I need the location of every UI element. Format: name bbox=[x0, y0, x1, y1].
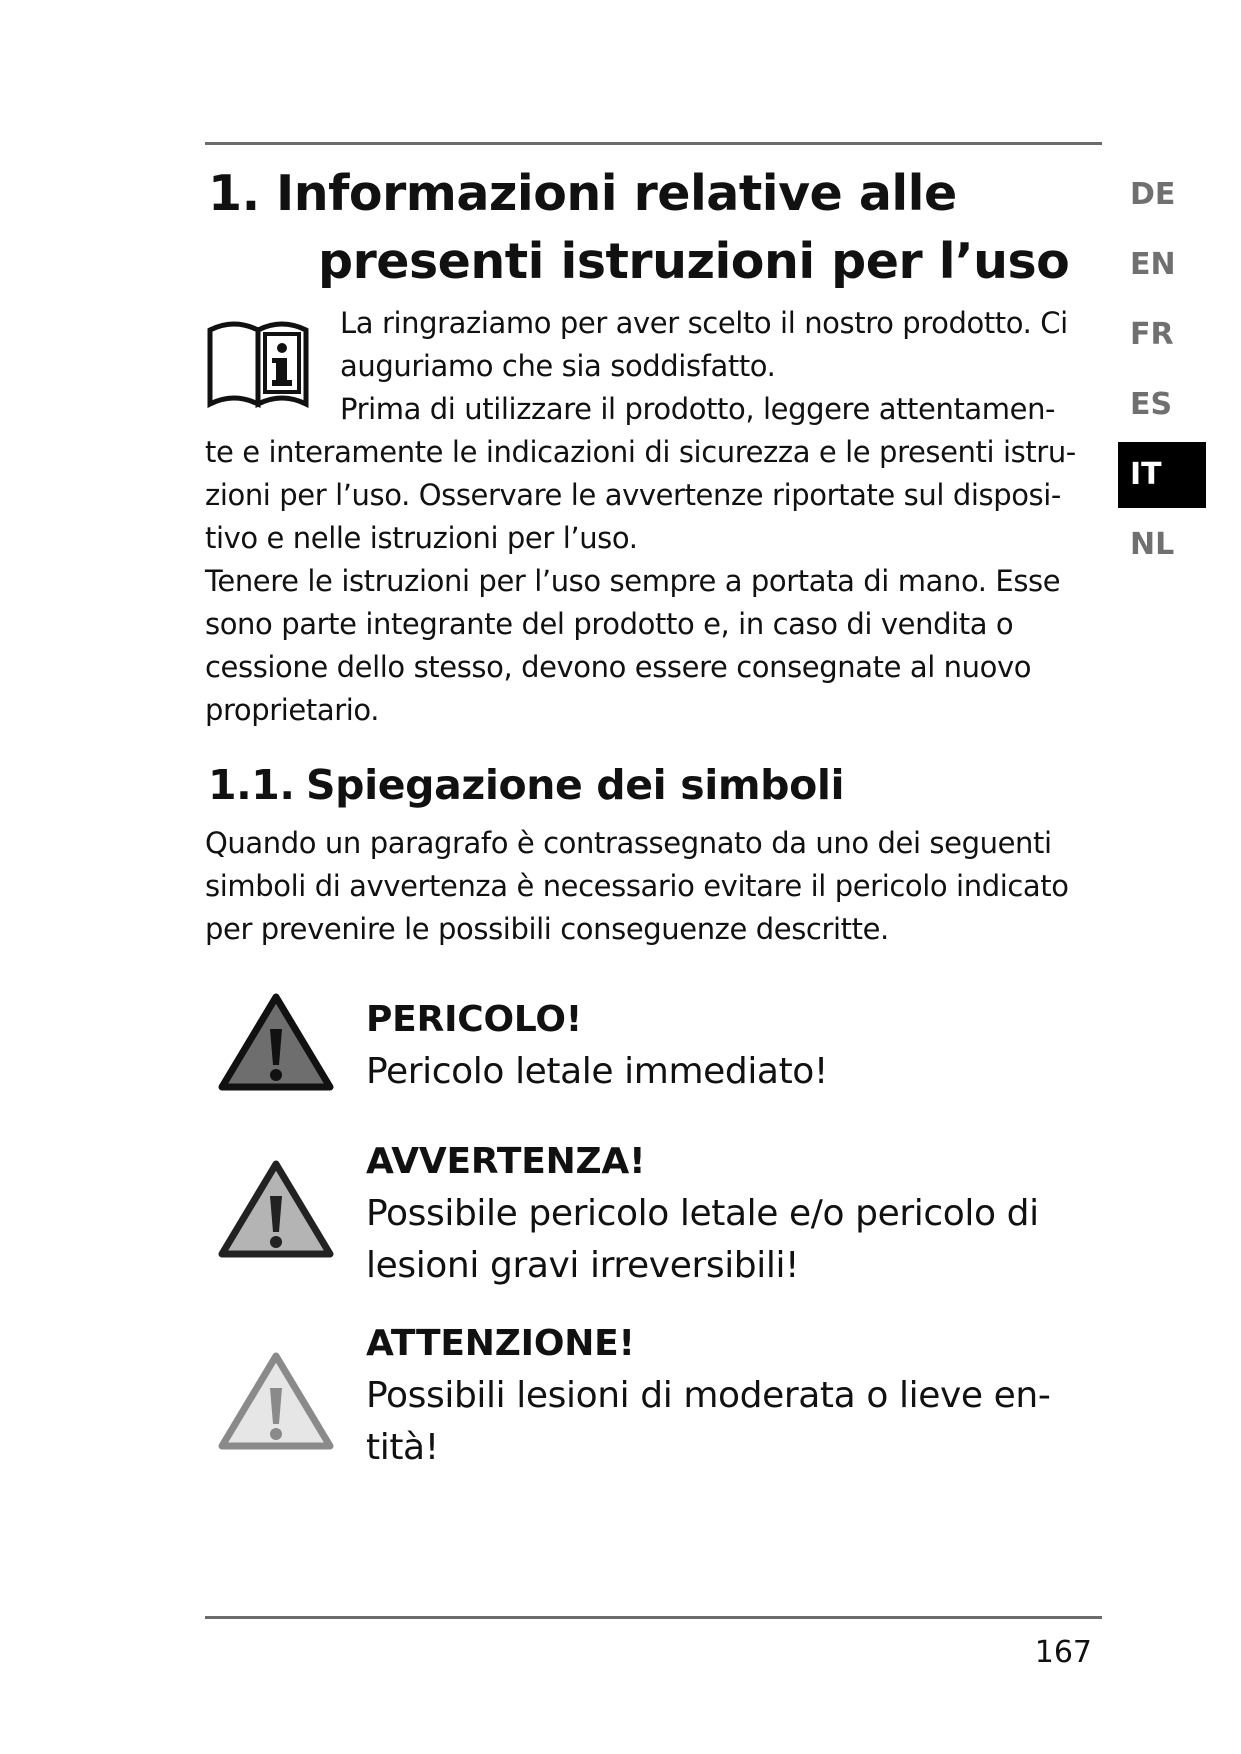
top-rule bbox=[205, 142, 1102, 145]
intro-line: La ringraziamo per aver scelto il nostro prodotto. Ci bbox=[340, 306, 1068, 340]
warning-title: PERICOLO! bbox=[366, 999, 582, 1040]
intro-line: Prima di utilizzare il prodotto, leggere attentamen- bbox=[340, 392, 1056, 426]
warning-description-line: Possibile pericolo letale e/o pericolo di bbox=[366, 1193, 1039, 1234]
intro-line: Tenere le istruzioni per l’uso sempre a portata di mano. Esse bbox=[205, 564, 1061, 598]
symbols-intro-line: Quando un paragrafo è contrassegnato da uno dei seguenti bbox=[205, 826, 1052, 860]
bottom-rule bbox=[205, 1616, 1102, 1619]
warning-title: AVVERTENZA! bbox=[366, 1141, 646, 1182]
warning-description-line: lesioni gravi irreversibili! bbox=[366, 1245, 800, 1286]
warning-description bbox=[366, 1046, 1106, 1098]
language-tab-es[interactable]: ES bbox=[1130, 387, 1173, 422]
warning-attenzione bbox=[366, 1318, 1106, 1474]
warning-avvertenza bbox=[366, 1136, 1106, 1292]
intro-line: sono parte integrante del prodotto e, in caso di vendita o bbox=[205, 607, 1014, 641]
language-tab-de[interactable]: DE bbox=[1130, 177, 1176, 212]
language-tab-nl[interactable]: NL bbox=[1130, 527, 1175, 562]
warning-description-line: Pericolo letale immediato! bbox=[366, 1051, 828, 1092]
warning-danger bbox=[366, 994, 1106, 1098]
warning-description bbox=[366, 1188, 1106, 1292]
intro-paragraph bbox=[205, 302, 1105, 732]
warning-triangle-icon bbox=[218, 1160, 334, 1260]
warning-title: ATTENZIONE! bbox=[366, 1323, 635, 1364]
intro-line: cessione dello stesso, devono essere consegnate al nuovo bbox=[205, 650, 1032, 684]
language-tabs bbox=[1118, 160, 1206, 580]
warning-description bbox=[366, 1370, 1106, 1474]
subsection-number: 1.1. bbox=[208, 761, 295, 809]
subsection-title: Spiegazione dei simboli bbox=[306, 761, 845, 809]
warning-description-line: tità! bbox=[366, 1427, 439, 1468]
page-title bbox=[208, 160, 1088, 296]
language-tab-it[interactable]: IT bbox=[1118, 442, 1206, 508]
intro-line: proprietario. bbox=[205, 693, 380, 727]
title-line-1: Informazioni relative alle bbox=[276, 165, 957, 222]
page-number: 167 bbox=[1034, 1635, 1092, 1670]
intro-line: tivo e nelle istruzioni per l’uso. bbox=[205, 521, 638, 555]
language-tab-fr[interactable]: FR bbox=[1130, 317, 1174, 352]
danger-triangle-icon bbox=[218, 993, 334, 1093]
symbols-intro-line: per prevenire le possibili conseguenze descritte. bbox=[205, 912, 889, 946]
language-tab-en[interactable]: EN bbox=[1130, 247, 1176, 282]
intro-indented-block bbox=[205, 302, 1105, 431]
intro-line: auguriamo che sia soddisfatto. bbox=[340, 349, 776, 383]
section-number: 1. bbox=[208, 165, 260, 222]
intro-line: zioni per l’uso. Osservare le avvertenze riportate sul disposi- bbox=[205, 478, 1061, 512]
section-subheading bbox=[208, 757, 844, 813]
title-line-2: presenti istruzioni per l’uso bbox=[318, 233, 1070, 290]
symbols-intro-line: simboli di avvertenza è necessario evitare il pericolo indicato bbox=[205, 869, 1069, 903]
symbols-intro-paragraph bbox=[205, 822, 1105, 951]
warning-description-line: Possibili lesioni di moderata o lieve en- bbox=[366, 1375, 1051, 1416]
caution-triangle-icon bbox=[218, 1352, 334, 1452]
intro-line: te e interamente le indicazioni di sicurezza e le presenti istru- bbox=[205, 435, 1076, 469]
